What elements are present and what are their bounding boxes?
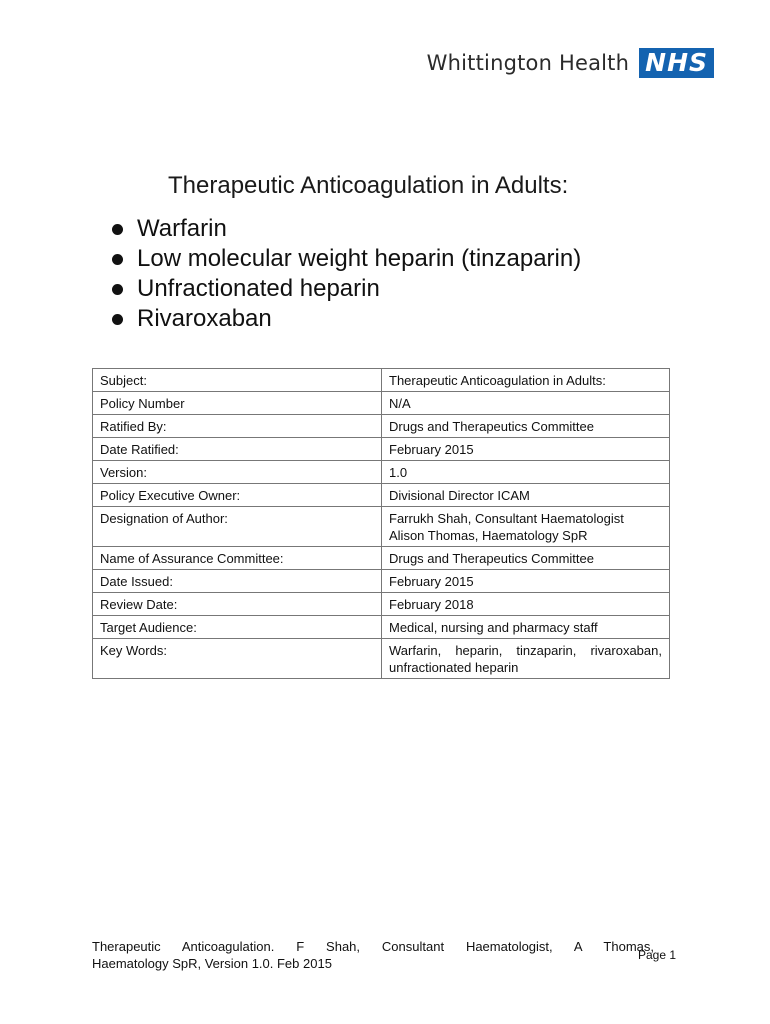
- table-row: [93, 547, 670, 570]
- row-value: Warfarin, heparin, tinzaparin, rivaroxaban, unfractionated heparin: [382, 639, 670, 679]
- row-value: [382, 507, 670, 547]
- row-key: Policy Executive Owner:: [93, 484, 382, 507]
- org-name: Whittington Health: [426, 51, 630, 75]
- row-key: Review Date:: [93, 593, 382, 616]
- list-item: Warfarin: [112, 214, 581, 244]
- row-value: Drugs and Therapeutics Committee: [382, 415, 670, 438]
- nhs-logo-icon: NHS: [639, 48, 714, 78]
- table-row: [93, 484, 670, 507]
- table-row: [93, 392, 670, 415]
- row-value: February 2015: [382, 570, 670, 593]
- row-value: Therapeutic Anticoagulation in Adults:: [382, 369, 670, 392]
- list-item: Unfractionated heparin: [112, 274, 581, 304]
- table-row: [93, 639, 670, 679]
- table-row: [93, 593, 670, 616]
- row-value: Medical, nursing and pharmacy staff: [382, 616, 670, 639]
- row-key: Date Ratified:: [93, 438, 382, 461]
- row-key: Version:: [93, 461, 382, 484]
- row-value: 1.0: [382, 461, 670, 484]
- table-row: [93, 570, 670, 593]
- list-item: Rivaroxaban: [112, 304, 581, 334]
- table-row: [93, 616, 670, 639]
- footer-line-2: Haematology SpR, Version 1.0. Feb 2015: [92, 956, 332, 971]
- row-value: Drugs and Therapeutics Committee: [382, 547, 670, 570]
- author-line: Alison Thomas, Haematology SpR: [389, 528, 588, 543]
- bullet-icon: [112, 254, 123, 265]
- table-row: [93, 415, 670, 438]
- row-value: February 2015: [382, 438, 670, 461]
- bullet-icon: [112, 284, 123, 295]
- document-title: Therapeutic Anticoagulation in Adults:: [168, 172, 569, 199]
- bullet-icon: [112, 224, 123, 235]
- author-line: Farrukh Shah, Consultant Haematologist: [389, 511, 624, 526]
- list-item: Low molecular weight heparin (tinzaparin): [112, 244, 581, 274]
- row-key: Date Issued:: [93, 570, 382, 593]
- row-key: Target Audience:: [93, 616, 382, 639]
- row-value: Divisional Director ICAM: [382, 484, 670, 507]
- row-value: February 2018: [382, 593, 670, 616]
- policy-metadata-table: [92, 368, 670, 679]
- page-number: Page 1: [638, 948, 677, 962]
- row-key: Name of Assurance Committee:: [93, 547, 382, 570]
- page-footer: [92, 938, 654, 972]
- row-key: Policy Number: [93, 392, 382, 415]
- row-key: Subject:: [93, 369, 382, 392]
- row-key: Designation of Author:: [93, 507, 382, 547]
- footer-line-1: Therapeutic Anticoagulation. F Shah, Consultant Haematologist, A Thomas,: [92, 939, 654, 954]
- table-row: [93, 438, 670, 461]
- table-row: [93, 369, 670, 392]
- row-value: N/A: [382, 392, 670, 415]
- table-row: [93, 507, 670, 547]
- table-row: [93, 461, 670, 484]
- row-key: Key Words:: [93, 639, 382, 679]
- row-key: Ratified By:: [93, 415, 382, 438]
- header-logo: [427, 48, 714, 78]
- bullet-icon: [112, 314, 123, 325]
- bullet-list: [112, 214, 581, 334]
